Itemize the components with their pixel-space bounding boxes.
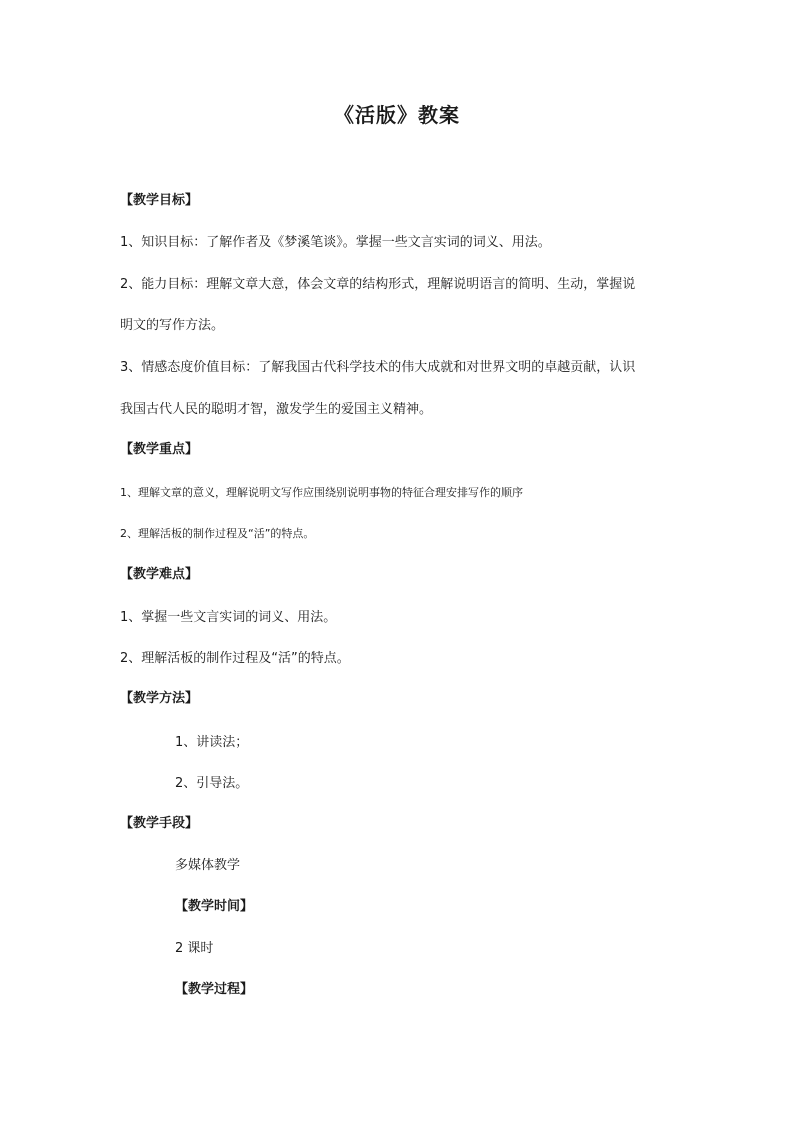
means-item-1: 多媒体教学: [175, 858, 241, 873]
document-title: 《活版》教案: [334, 103, 460, 127]
difficulty-2: 2、理解活板的制作过程及“活”的特点。: [120, 651, 350, 666]
heading-key-points: 【教学重点】: [120, 442, 199, 457]
objective-line-3-cont: 我国古代人民的聪明才智，激发学生的爱国主义精神。: [120, 402, 433, 417]
heading-process: 【教学过程】: [175, 982, 254, 997]
objective-line-2: 2、能力目标：理解文章大意，体会文章的结构形式，理解说明语言的简明、生动，掌握说: [120, 277, 636, 292]
heading-means: 【教学手段】: [120, 816, 199, 831]
heading-objectives: 【教学目标】: [120, 193, 199, 208]
objective-line-3: 3、情感态度价值目标：了解我国古代科学技术的伟大成就和对世界文明的卓越贡献，认识: [120, 360, 636, 375]
heading-time: 【教学时间】: [175, 899, 254, 914]
key-point-2: 2、理解活板的制作过程及“活”的特点。: [120, 527, 315, 540]
time-item-1: 2 课时: [175, 941, 214, 956]
method-1: 1、讲读法；: [175, 735, 249, 750]
objective-line-2-cont: 明文的写作方法。: [120, 318, 225, 333]
method-2: 2、引导法。: [175, 776, 249, 791]
objective-line-1: 1、知识目标：了解作者及《梦溪笔谈》。掌握一些文言实词的词义、用法。: [120, 235, 551, 250]
difficulty-1: 1、掌握一些文言实词的词义、用法。: [120, 610, 337, 625]
key-point-1: 1、理解文章的意义，理解说明文写作应围绕别说明事物的特征合理安排写作的顺序: [120, 486, 523, 499]
heading-difficulties: 【教学难点】: [120, 567, 199, 582]
heading-methods: 【教学方法】: [120, 691, 199, 706]
